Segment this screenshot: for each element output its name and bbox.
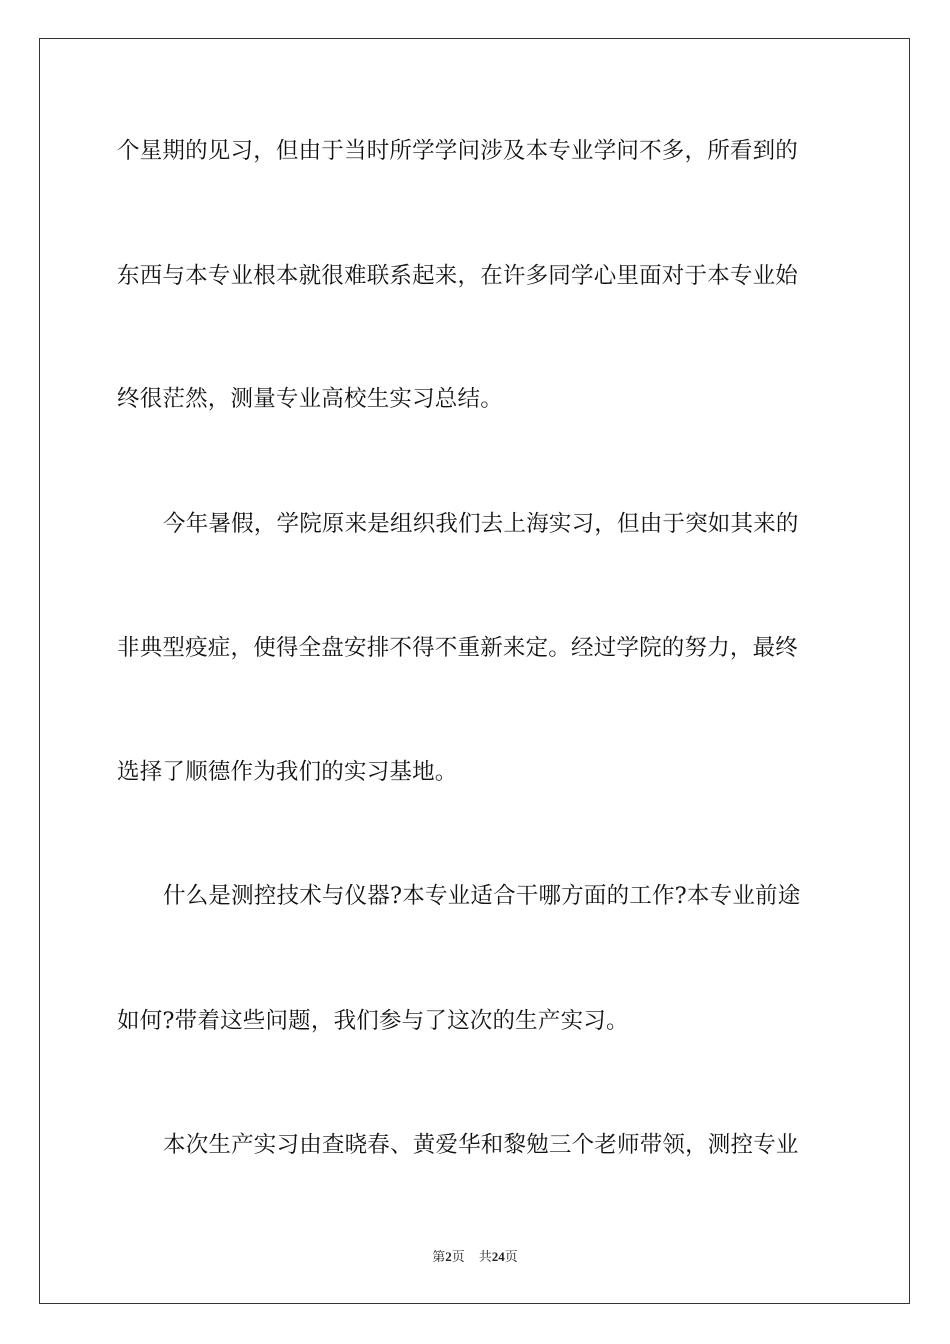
page-prefix: 第 [432,1250,446,1265]
text-line-5: 非典型疫症，使得全盘安排不得不重新来定。经过学院的努力，最终 [117,635,799,661]
page-border [39,38,910,1304]
total-pages: 24 [491,1249,505,1264]
page-footer [0,1248,950,1267]
text-line-7: 什么是测控技术与仪器?本专业适合干哪方面的工作?本专业前途 [163,883,801,909]
total-suffix: 页 [504,1250,518,1265]
page-number: 2 [445,1249,452,1264]
text-line-1: 个星期的见习，但由于当时所学学问涉及本专业学问不多，所看到的 [117,138,799,164]
text-line-9: 本次生产实习由查晓春、黄爱华和黎勉三个老师带领，测控专业 [163,1132,799,1158]
text-line-3: 终很茫然，测量专业高校生实习总结。 [117,386,503,412]
text-line-2: 东西与本专业根本就很难联系起来，在许多同学心里面对于本专业始 [117,263,799,289]
text-line-6: 选择了顺德作为我们的实习基地。 [117,759,458,785]
total-prefix: 共 [478,1250,492,1265]
text-line-4: 今年暑假，学院原来是组织我们去上海实习，但由于突如其来的 [163,511,799,537]
text-line-8: 如何?带着这些问题，我们参与了这次的生产实习。 [117,1008,629,1034]
page-suffix: 页 [451,1250,465,1265]
